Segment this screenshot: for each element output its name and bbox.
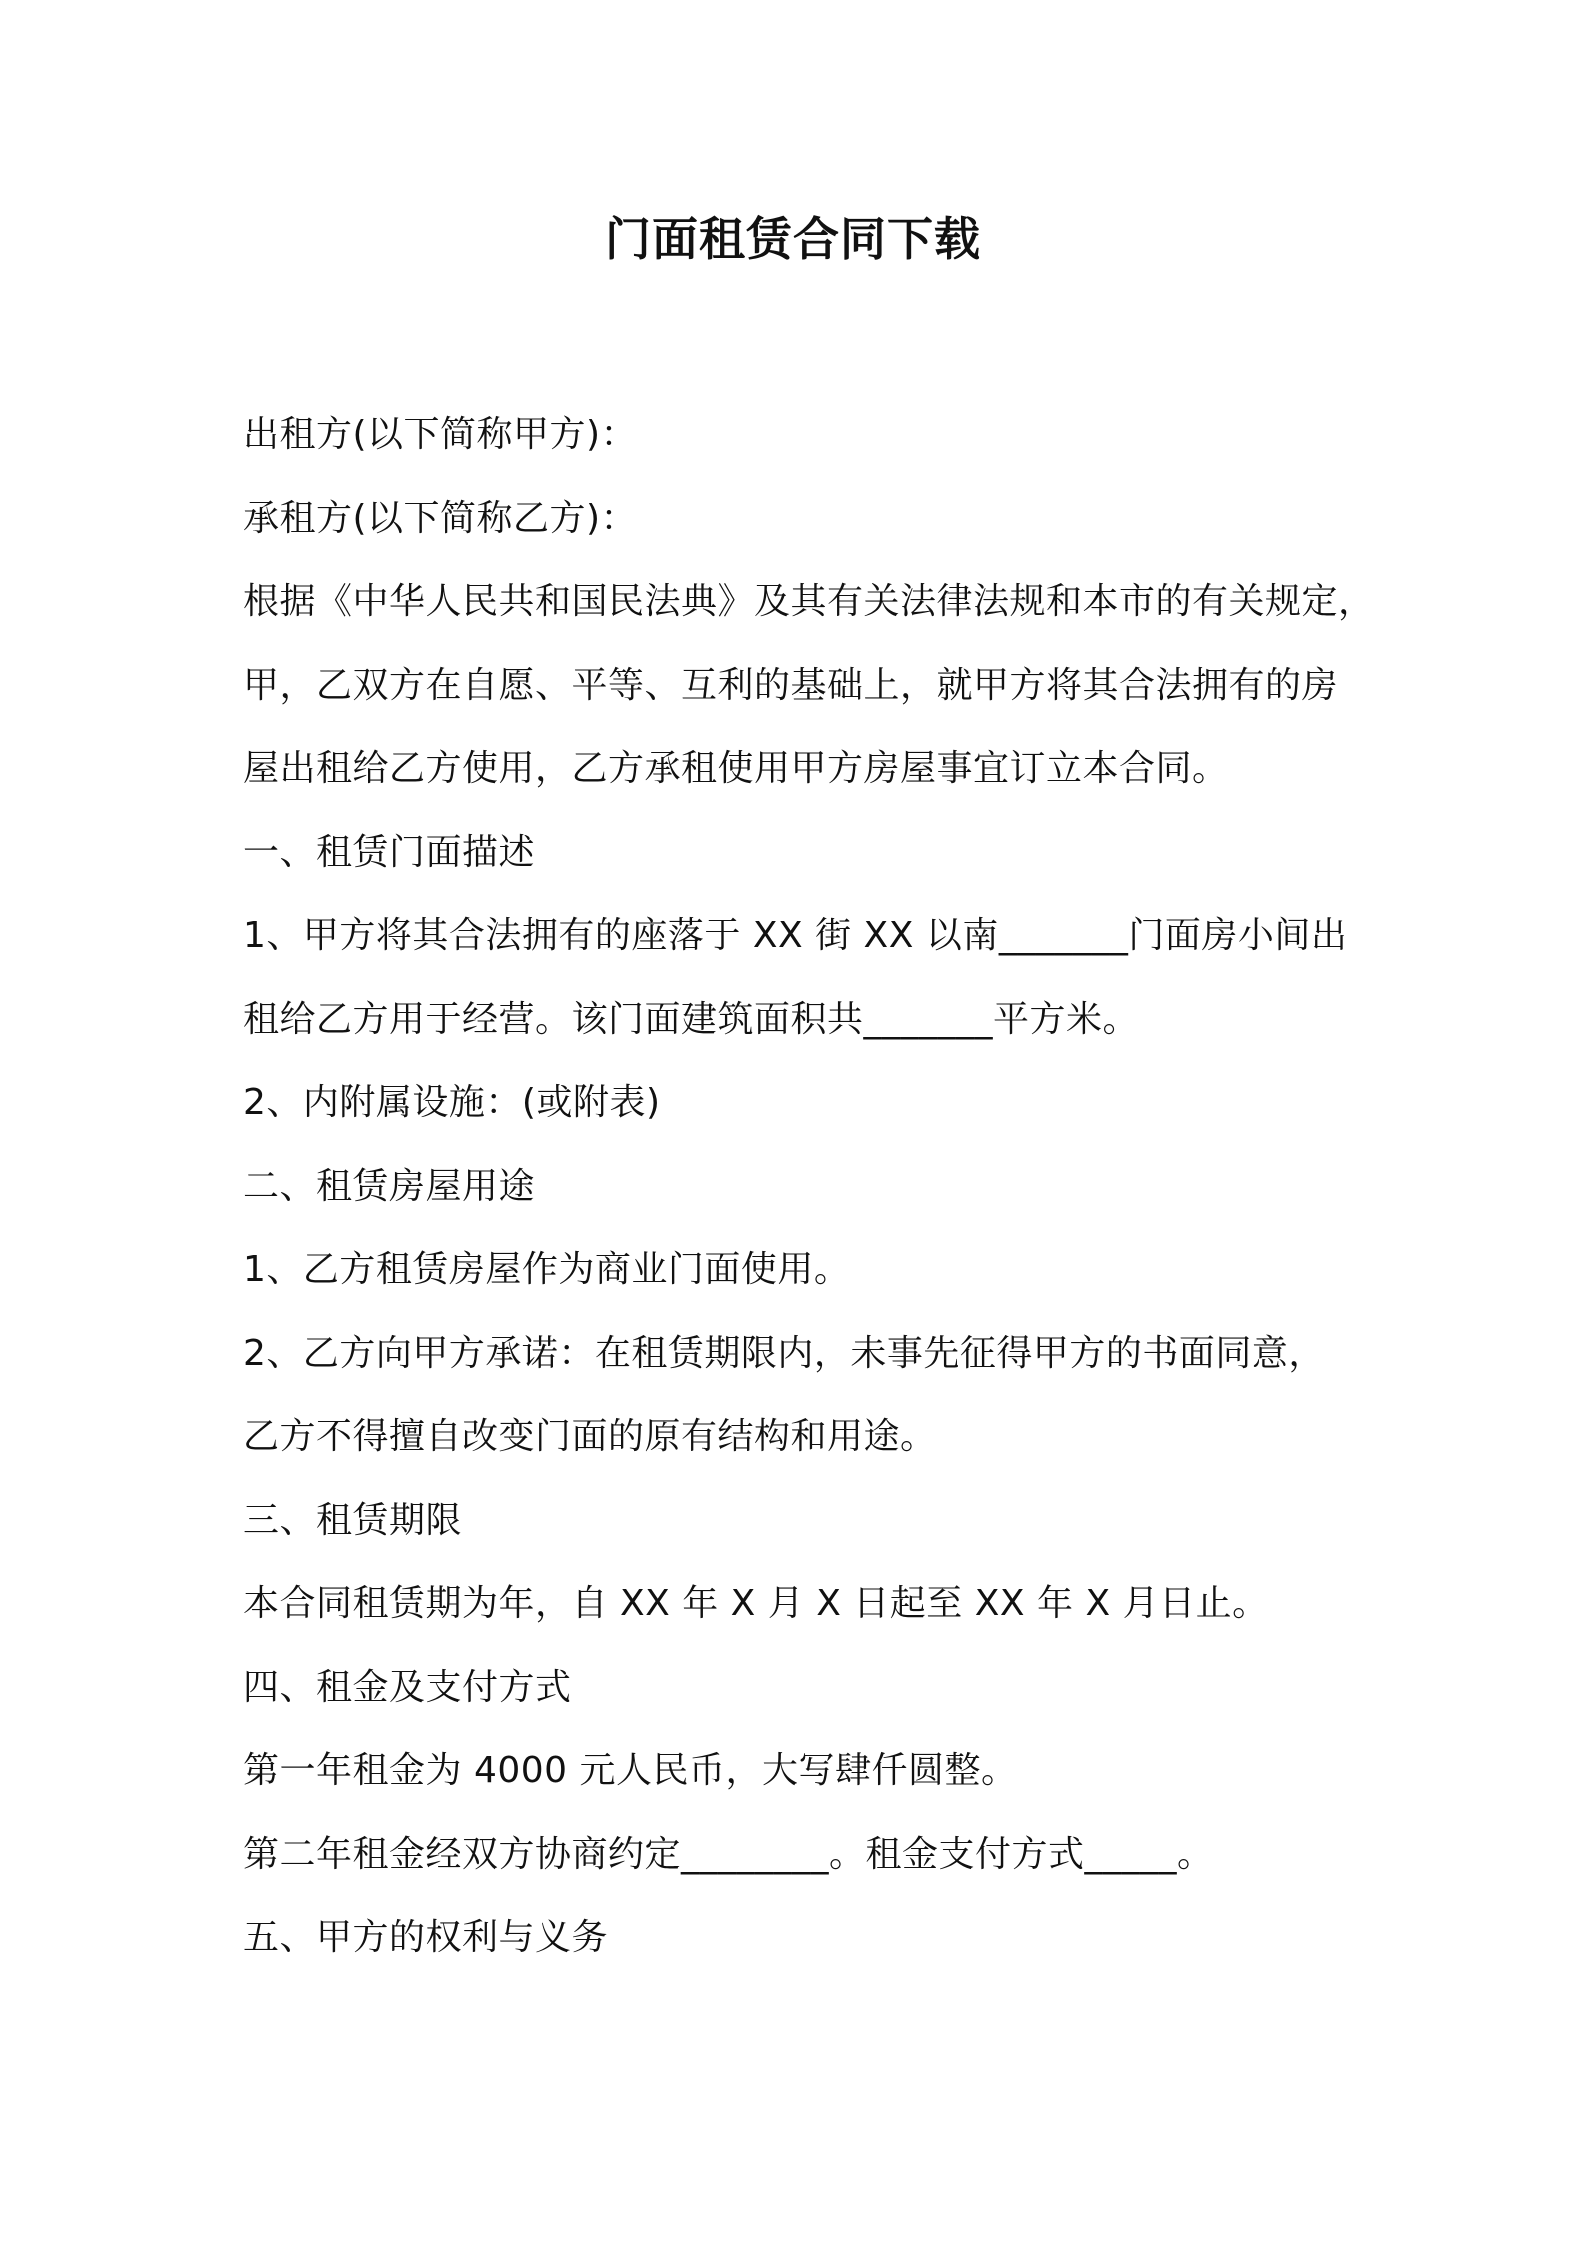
- paragraph-line: 1、乙方租赁房屋作为商业门面使用。: [243, 1249, 851, 1290]
- paragraph-line: 屋出租给乙方使用，乙方承租使用甲方房屋事宜订立本合同。: [243, 748, 1229, 789]
- paragraph-line: 甲，乙双方在自愿、平等、互利的基础上，就甲方将其合法拥有的房: [243, 664, 1339, 706]
- section-heading: 二、租赁房屋用途: [243, 1165, 536, 1207]
- paragraph-line: 第二年租金经双方协商约定________。租金支付方式_____。: [243, 1833, 1214, 1875]
- section-heading: 一、租赁门面描述: [243, 831, 536, 873]
- paragraph-line: 根据《中华人民共和国民法典》及其有关法律法规和本市的有关规定，: [243, 581, 1375, 622]
- paragraph-line: 第一年租金为 4000 元人民币，大写肆仟圆整。: [243, 1750, 1018, 1791]
- document-title: 门面租赁合同下载: [605, 212, 981, 266]
- document-body: [243, 405, 1375, 1992]
- section-heading: 五、甲方的权利与义务: [243, 1917, 609, 1958]
- paragraph-line: 2、乙方向甲方承诺：在租赁期限内，未事先征得甲方的书面同意，: [243, 1332, 1325, 1374]
- party-b-line: 承租方(以下简称乙方)：: [243, 497, 638, 539]
- paragraph-line: 租给乙方用于经营。该门面建筑面积共_______平方米。: [243, 998, 1140, 1040]
- section-heading: 四、租金及支付方式: [243, 1666, 572, 1708]
- paragraph-line: 本合同租赁期为年，自 XX 年 X 月 X 日起至 XX 年 X 月日止。: [243, 1583, 1269, 1624]
- party-a-line: 出租方(以下简称甲方)：: [243, 414, 638, 455]
- paragraph-line: 1、甲方将其合法拥有的座落于 XX 街 XX 以南_______门面房小间出: [243, 915, 1348, 956]
- paragraph-line: 2、内附属设施：(或附表): [243, 1082, 661, 1123]
- paragraph-line: 乙方不得擅自改变门面的原有结构和用途。: [243, 1416, 937, 1457]
- section-heading: 三、租赁期限: [243, 1499, 463, 1541]
